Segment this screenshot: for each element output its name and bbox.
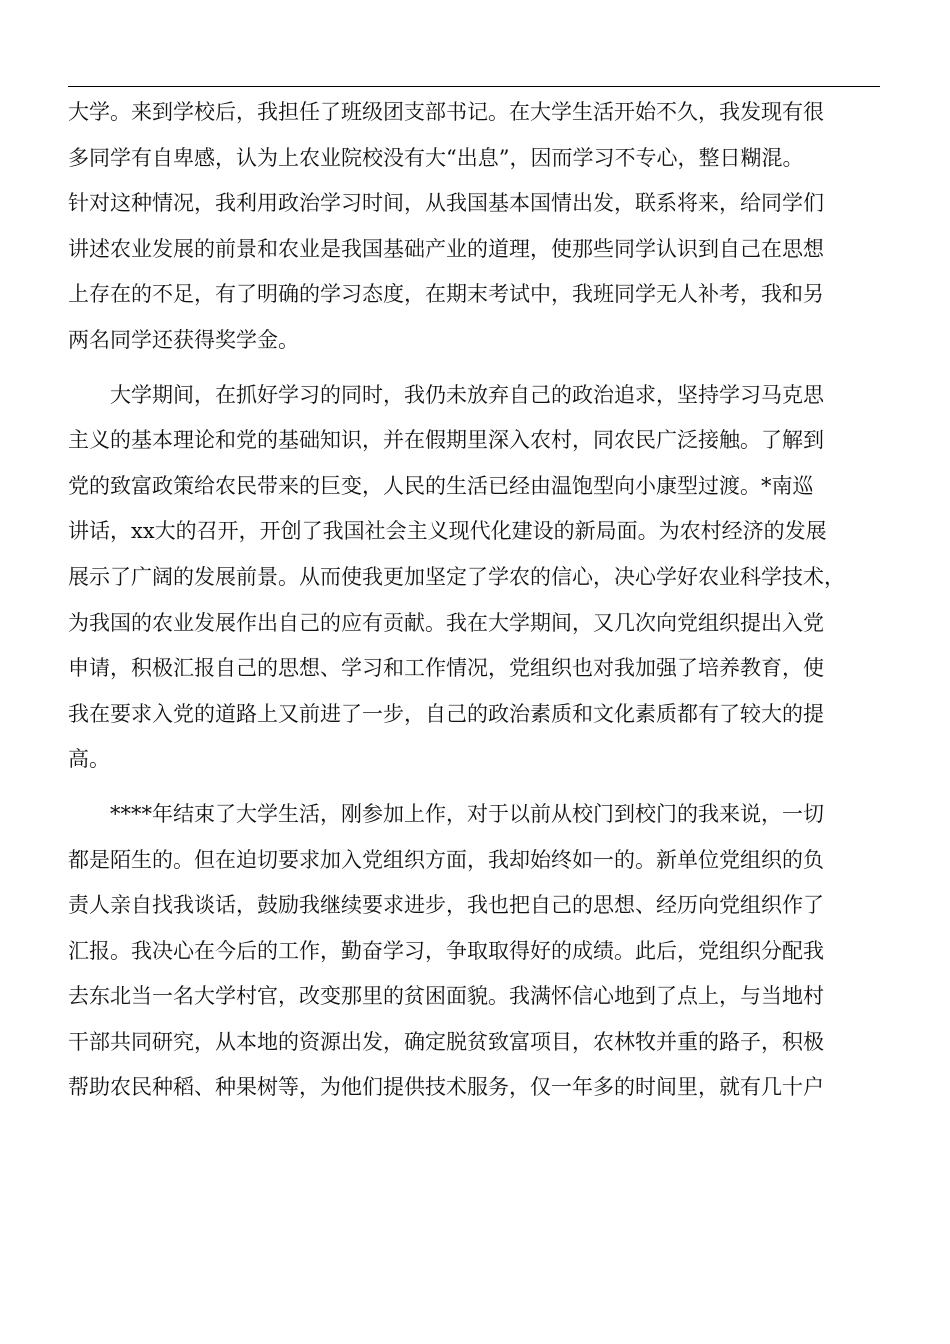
text-line: 主义的基本理论和党的基础知识，并在假期里深入农村，同农民广泛接触。了解到	[68, 428, 824, 453]
paragraph-spacer	[68, 783, 888, 792]
text-line: 为我国的农业发展作出自己的应有贡献。我在大学期间，又几次向党组织提出入党	[68, 610, 824, 635]
paragraph-2	[68, 373, 888, 783]
paragraph-spacer	[68, 364, 888, 373]
text-line: 讲述农业发展的前景和农业是我国基础产业的道理，使那些同学认识到自己在思想	[68, 236, 824, 261]
text-line: 多同学有自卑感，认为上农业院校没有大“出息”，因而学习不专心，整日糊混。	[68, 145, 804, 170]
text-line: 我在要求入党的道路上又前进了一步，自己的政治素质和文化素质都有了较大的提	[68, 701, 824, 726]
text-line: 大学。来到学校后，我担任了班级团支部书记。在大学生活开始不久，我发现有很	[68, 100, 824, 124]
text-line: ****年结束了大学生活，刚参加上作，对于以前从校门到校门的我来说，一切	[110, 801, 824, 826]
paragraph-1	[68, 90, 888, 364]
text-line: 针对这种情况，我利用政治学习时间，从我国基本国情出发，联系将来，给同学们	[68, 191, 824, 216]
text-line: 申请，积极汇报自己的思想、学习和工作情况，党组织也对我加强了培养教育，使	[68, 656, 824, 681]
text-line: 党的致富政策给农民带来的巨变，人民的生活已经由温饱型向小康型过渡。*南巡	[68, 473, 814, 498]
paragraph-3	[68, 792, 888, 1111]
text-line: 责人亲自找我谈话，鼓励我继续要求进步，我也把自己的思想、经历向党组织作了	[68, 893, 824, 918]
text-line: 汇报。我决心在今后的工作，勤奋学习，争取取得好的成绩。此后，党组织分配我	[68, 938, 824, 963]
body-text	[68, 90, 888, 1111]
text-line: 大学期间，在抓好学习的同时，我仍未放弃自己的政治追求，坚持学习马克思	[110, 382, 824, 407]
text-line: 讲话，xx大的召开，开创了我国社会主义现代化建设的新局面。为农村经济的发展	[68, 519, 827, 544]
text-line: 去东北当一名大学村官，改变那里的贫困面貌。我满怀信心地到了点上，与当地村	[68, 984, 824, 1009]
header-rule	[68, 86, 880, 87]
text-line: 两名同学还获得奖学金。	[68, 327, 299, 352]
text-line: 帮助农民种稻、种果树等，为他们提供技术服务，仅一年多的时间里，就有几十户	[68, 1075, 824, 1100]
text-line: 干部共同研究，从本地的资源出发，确定脱贫致富项目，农林牧并重的路子，积极	[68, 1029, 824, 1054]
text-line: 都是陌生的。但在迫切要求加入党组织方面，我却始终如一的。新单位党组织的负	[68, 847, 824, 872]
text-line: 高。	[68, 747, 110, 772]
text-line: 展示了广阔的发展前景。从而使我更加坚定了学农的信心，决心学好农业科学技术，	[68, 564, 845, 589]
text-line: 上存在的不足，有了明确的学习态度，在期末考试中，我班同学无人补考，我和另	[68, 282, 824, 307]
